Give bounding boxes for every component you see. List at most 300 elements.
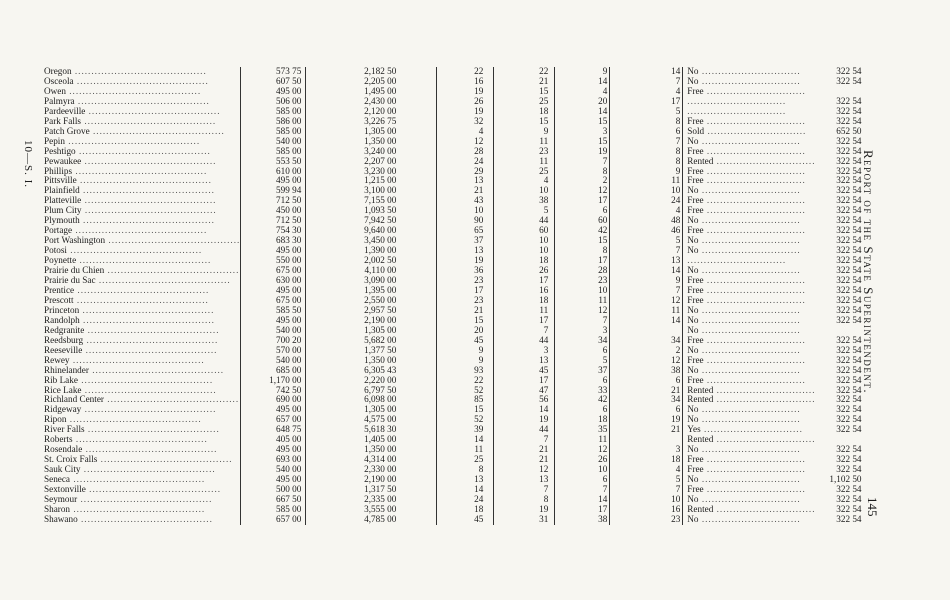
leader-dots: .............................. [698, 445, 801, 455]
value-cell-c3: 8 [437, 465, 494, 475]
value-cell-c5: 11 [555, 296, 610, 306]
value-cell-c1: 495 00 [241, 246, 306, 256]
school-name: Poynette [44, 256, 77, 266]
value-cell-c8: 322 54 [836, 96, 862, 106]
leader-dots: ........................................ [76, 176, 212, 186]
value-cell-c1: 610 00 [241, 167, 306, 177]
value-cell-c3: 12 [437, 137, 494, 147]
value-cell-c6: 14 [610, 266, 683, 276]
value-cell-c2: 4,314 00 [306, 455, 437, 465]
school-name-cell [44, 505, 241, 515]
value-cell-c2: 4,785 00 [306, 515, 437, 525]
value-cell-c8: 322 54 [836, 385, 862, 395]
value-cell-c1: 712 50 [241, 216, 306, 226]
status-cell [683, 386, 816, 396]
leader-dots: .............................. [698, 345, 801, 355]
leader-dots: .............................. [687, 96, 787, 106]
value-cell-c8: 322 54 [836, 305, 862, 315]
value-cell-c2: 7,155 00 [306, 196, 437, 206]
value-cell-c5: 2 [555, 176, 610, 186]
school-name-cell [44, 147, 241, 157]
value-cell-c5: 4 [555, 87, 610, 97]
value-cell-c6: 10 [610, 186, 683, 196]
value-cell-c1: 495 00 [241, 316, 306, 326]
leader-dots: .............................. [703, 176, 806, 186]
value-cell-c6: 6 [610, 376, 683, 386]
status-cell [683, 395, 816, 405]
value-cell-c2: 5,618 30 [306, 425, 437, 435]
status-cell [683, 405, 816, 415]
table-row [44, 455, 864, 465]
value-cell-c6: 7 [610, 286, 683, 296]
value-cell-c4: 17 [494, 376, 555, 386]
leader-dots: .............................. [703, 295, 806, 305]
school-name: River Falls [44, 425, 85, 435]
value-cell-c3: 24 [437, 157, 494, 167]
table-row [44, 216, 864, 226]
value-cell-c2: 2,220 00 [306, 376, 437, 386]
leader-dots: .............................. [698, 305, 801, 315]
status-cell [683, 216, 816, 226]
value-cell-c3: 29 [437, 167, 494, 177]
value-cell-c5: 23 [555, 276, 610, 286]
value-cell-c2: 1,305 00 [306, 127, 437, 137]
school-name: Pardeeville [44, 106, 86, 116]
value-cell-c3: 23 [437, 276, 494, 286]
value-cell-c2: 1,305 00 [306, 326, 437, 336]
status-cell [683, 316, 816, 326]
value-cell-c1: 599 94 [241, 186, 306, 196]
school-name-cell [44, 176, 241, 186]
value-cell-c1: 540 00 [241, 137, 306, 147]
status-text: Free [687, 206, 704, 216]
value-cell-c3: 15 [437, 316, 494, 326]
school-name-cell [44, 395, 241, 405]
table-row [44, 296, 864, 306]
value-cell-c6: 12 [610, 296, 683, 306]
value-cell-c5: 11 [555, 435, 610, 445]
value-cell-c8: 322 54 [836, 246, 862, 256]
statistics-table [44, 67, 864, 525]
value-cell-c8: 322 54 [836, 176, 862, 186]
value-cell-c1: 550 00 [241, 256, 306, 266]
leader-dots: .............................. [698, 494, 801, 504]
value-cell-c8: 322 54 [836, 494, 862, 504]
status-cell [683, 196, 816, 206]
status-cell [683, 326, 816, 336]
table-row [44, 376, 864, 386]
status-cell [683, 246, 816, 256]
value-cell-c6: 6 [610, 405, 683, 415]
school-name-cell [44, 196, 241, 206]
value-cell-c3: 15 [437, 405, 494, 415]
status-cell [683, 186, 816, 196]
value-cell-c6: 8 [610, 157, 683, 167]
value-cell-c3: 11 [437, 445, 494, 455]
school-name-cell [44, 97, 241, 107]
value-cell-c4: 10 [494, 186, 555, 196]
value-cell-c8: 322 54 [836, 146, 862, 156]
school-name-cell [44, 236, 241, 246]
value-cell-c4: 17 [494, 316, 555, 326]
value-cell-c1: 573 75 [241, 67, 306, 77]
status-cell [683, 515, 816, 525]
value-cell-c8: 322 54 [836, 425, 862, 435]
value-cell-c5: 5 [555, 356, 610, 366]
value-cell-c2: 2,957 50 [306, 306, 437, 316]
school-name-cell [44, 415, 241, 425]
value-cell-c3: 36 [437, 266, 494, 276]
leader-dots: .............................. [698, 236, 801, 246]
value-cell-c5: 6 [555, 376, 610, 386]
value-cell-c3: 52 [437, 415, 494, 425]
school-name: Pewaukee [44, 156, 82, 166]
value-cell-c3: 19 [437, 87, 494, 97]
value-cell-c1: 495 00 [241, 445, 306, 455]
school-name: Rewey [44, 355, 70, 365]
value-cell-c4: 21 [494, 445, 555, 455]
value-cell-c5: 17 [555, 505, 610, 515]
value-cell-c8: 322 54 [836, 405, 862, 415]
value-cell-c8: 322 54 [836, 186, 862, 196]
value-cell-c2: 2,335 00 [306, 495, 437, 505]
table-row [44, 445, 864, 455]
school-name: Rice Lake [44, 385, 82, 395]
leader-dots: ........................................ [74, 285, 210, 295]
status-text: Free [687, 146, 704, 156]
school-name: Prescott [44, 295, 74, 305]
status-cell [683, 366, 816, 376]
status-cell [683, 356, 816, 366]
value-cell-c8: 322 54 [836, 415, 862, 425]
value-cell-c6: 13 [610, 256, 683, 266]
value-cell-c8: 322 54 [836, 276, 862, 286]
value-cell-c5: 6 [555, 206, 610, 216]
leader-dots: ........................................ [82, 445, 218, 455]
school-name: Potosi [44, 246, 67, 256]
value-cell-c3: 19 [437, 107, 494, 117]
value-cell-c6: 12 [610, 356, 683, 366]
leader-dots: ........................................ [81, 156, 217, 166]
value-cell-c2: 1,350 00 [306, 356, 437, 366]
leader-dots: ........................................ [79, 315, 215, 325]
school-name-cell [44, 475, 241, 485]
value-cell-c1: 585 00 [241, 505, 306, 515]
table-row [44, 87, 864, 97]
value-cell-c6: 3 [610, 445, 683, 455]
value-cell-c5: 10 [555, 465, 610, 475]
school-name: Redgranite [44, 325, 85, 335]
value-cell-c5: 15 [555, 117, 610, 127]
value-cell-c6: 11 [610, 176, 683, 186]
school-name-cell [44, 226, 241, 236]
leader-dots: .............................. [698, 365, 801, 375]
value-cell-c2: 2,002 50 [306, 256, 437, 266]
value-cell-c4: 44 [494, 336, 555, 346]
value-cell-c2: 1,350 00 [306, 445, 437, 455]
value-cell-c8: 322 54 [836, 335, 862, 345]
value-cell-c2: 3,240 00 [306, 147, 437, 157]
value-cell-c4: 26 [494, 266, 555, 276]
value-cell-c3: 28 [437, 147, 494, 157]
value-cell-c5: 17 [555, 256, 610, 266]
value-cell-c2: 5,682 00 [306, 336, 437, 346]
status-text: Free [687, 375, 704, 385]
leader-dots: ........................................ [85, 485, 222, 495]
leader-dots: .............................. [698, 325, 801, 335]
school-name: Sauk City [44, 465, 81, 475]
value-cell-c4: 19 [494, 415, 555, 425]
value-cell-c4: 25 [494, 167, 555, 177]
value-cell-c4: 7 [494, 485, 555, 495]
value-cell-c2: 2,190 00 [306, 475, 437, 485]
status-cell [683, 276, 816, 286]
school-name-cell [44, 87, 241, 97]
value-cell-c6: 4 [610, 87, 683, 97]
leader-dots: .............................. [703, 285, 806, 295]
value-cell-c1: 690 00 [241, 395, 306, 405]
school-name: Pepin [44, 136, 65, 146]
value-cell-c4: 9 [494, 127, 555, 137]
status-cell [683, 157, 816, 167]
status-cell [683, 176, 816, 186]
status-text: Free [687, 86, 704, 96]
value-cell-c4: 56 [494, 395, 555, 405]
value-cell-c2: 4,110 00 [306, 266, 437, 276]
table-row [44, 336, 864, 346]
status-text: Free [687, 226, 704, 236]
school-name: Park Falls [44, 116, 82, 126]
value-cell-c3: 13 [437, 176, 494, 186]
value-cell-c8: 322 54 [836, 216, 862, 226]
school-name: Oregon [44, 67, 72, 76]
school-name-cell [44, 326, 241, 336]
status-cell [683, 236, 816, 246]
school-name-cell [44, 455, 241, 465]
status-cell [683, 286, 816, 296]
leader-dots: .............................. [698, 514, 801, 524]
status-text: Free [687, 465, 704, 475]
table-row [44, 515, 864, 525]
table-row [44, 117, 864, 127]
school-name: St. Croix Falls [44, 455, 98, 465]
value-cell-c3: 24 [437, 495, 494, 505]
table-row [44, 405, 864, 415]
value-cell-c3: 39 [437, 425, 494, 435]
value-cell-c2: 2,120 00 [306, 107, 437, 117]
status-text: Rented [687, 504, 714, 514]
table-row [44, 356, 864, 366]
value-cell-c5: 6 [555, 405, 610, 415]
leader-dots: ........................................ [65, 86, 202, 96]
table-row [44, 366, 864, 376]
value-cell-c1: 693 00 [241, 455, 306, 465]
value-cell-c4: 44 [494, 425, 555, 435]
school-name: Princeton [44, 305, 80, 315]
leader-dots: ........................................ [81, 196, 217, 206]
status-text: Free [687, 335, 704, 345]
value-cell-c5: 3 [555, 326, 610, 336]
value-cell-c5: 19 [555, 147, 610, 157]
leader-dots: ........................................ [82, 345, 218, 355]
leader-dots: .............................. [698, 266, 801, 276]
leader-dots: ........................................ [81, 405, 217, 415]
school-name: Port Washington [44, 236, 106, 246]
status-text: No [687, 494, 699, 504]
value-cell-c3: 32 [437, 117, 494, 127]
leader-dots: .............................. [703, 116, 806, 126]
school-name: Prairie du Chien [44, 266, 105, 276]
value-cell-c2: 1,305 00 [306, 405, 437, 415]
school-name-cell [44, 167, 241, 177]
status-cell [683, 137, 816, 147]
school-name-cell [44, 107, 241, 117]
value-cell-c4: 16 [494, 286, 555, 296]
value-cell-c5: 12 [555, 445, 610, 455]
value-cell-c4: 13 [494, 475, 555, 485]
value-cell-c6: 4 [610, 206, 683, 216]
school-name-cell [44, 216, 241, 226]
value-cell-c3: 22 [437, 376, 494, 386]
value-cell-c8: 1,102 50 [829, 475, 862, 485]
status-text: No [687, 514, 699, 524]
value-cell-c3: 13 [437, 246, 494, 256]
leader-dots: .............................. [698, 136, 801, 146]
value-cell-c2: 2,207 00 [306, 157, 437, 167]
status-cell [683, 495, 816, 505]
leader-dots: .............................. [703, 276, 806, 286]
value-cell-c4: 11 [494, 137, 555, 147]
value-cell-c1: 500 00 [241, 485, 306, 495]
value-cell-c8: 322 54 [836, 485, 862, 495]
value-cell-c5: 35 [555, 425, 610, 435]
school-name: Reedsburg [44, 335, 84, 345]
table-row [44, 276, 864, 286]
value-cell-c3: 37 [437, 236, 494, 246]
status-text: No [687, 475, 699, 485]
value-cell-c6: 34 [610, 336, 683, 346]
value-cell-c3: 19 [437, 256, 494, 266]
value-cell-c6: 16 [610, 505, 683, 515]
leader-dots: ........................................ [79, 186, 215, 196]
table-row [44, 157, 864, 167]
leader-dots: ........................................ [72, 435, 208, 445]
value-cell-c2: 1,377 50 [306, 346, 437, 356]
value-cell-c6: 14 [610, 67, 683, 77]
school-name-cell [44, 206, 241, 216]
value-cell-c4: 5 [494, 206, 555, 216]
school-name-cell [44, 386, 241, 396]
leader-dots: ........................................ [75, 146, 211, 156]
leader-dots: .............................. [713, 156, 816, 166]
value-cell-c2: 3,226 75 [306, 117, 437, 127]
value-cell-c2: 7,942 50 [306, 216, 437, 226]
status-text: Free [687, 455, 704, 465]
value-cell-c4: 17 [494, 276, 555, 286]
value-cell-c5: 6 [555, 346, 610, 356]
value-cell-c6: 4 [610, 465, 683, 475]
status-text: Free [687, 276, 704, 286]
value-cell-c6: 34 [610, 395, 683, 405]
leader-dots: .............................. [703, 206, 806, 216]
value-cell-c5: 3 [555, 127, 610, 137]
leader-dots: .............................. [698, 67, 801, 76]
value-cell-c6: 18 [610, 455, 683, 465]
value-cell-c1: 607 50 [241, 77, 306, 87]
status-text: No [687, 236, 699, 246]
value-cell-c5: 9 [555, 67, 610, 77]
value-cell-c8: 322 54 [836, 375, 862, 385]
value-cell-c3: 17 [437, 286, 494, 296]
value-cell-c6: 19 [610, 415, 683, 425]
value-cell-c2: 6,098 00 [306, 395, 437, 405]
value-cell-c1: 685 00 [241, 366, 306, 376]
value-cell-c1: 754 30 [241, 226, 306, 236]
value-cell-c6 [610, 435, 683, 445]
leader-dots: .............................. [698, 475, 801, 485]
value-cell-c6: 5 [610, 107, 683, 117]
leader-dots: ........................................ [77, 494, 213, 504]
leader-dots: ........................................ [85, 106, 221, 116]
status-cell [683, 226, 816, 236]
value-cell-c2: 1,395 00 [306, 286, 437, 296]
status-cell [683, 147, 816, 157]
table-row [44, 246, 864, 256]
value-cell-c1: 495 00 [241, 475, 306, 485]
status-cell [683, 306, 816, 316]
value-cell-c4: 21 [494, 455, 555, 465]
value-cell-c5: 12 [555, 306, 610, 316]
value-cell-c3: 9 [437, 346, 494, 356]
value-cell-c8: 652 50 [836, 126, 862, 136]
table-row [44, 425, 864, 435]
value-cell-c8: 322 54 [836, 196, 862, 206]
value-cell-c8: 322 54 [836, 295, 862, 305]
leader-dots: ........................................ [72, 226, 208, 236]
school-name: Plymouth [44, 216, 80, 226]
value-cell-c4: 25 [494, 97, 555, 107]
leader-dots: ........................................ [81, 385, 217, 395]
school-name-cell [44, 137, 241, 147]
value-cell-c8: 322 54 [836, 256, 862, 266]
value-cell-c2: 3,100 00 [306, 186, 437, 196]
value-cell-c5: 7 [555, 316, 610, 326]
school-name-cell [44, 425, 241, 435]
value-cell-c5: 12 [555, 186, 610, 196]
leader-dots: ........................................ [73, 295, 209, 305]
school-name-cell [44, 276, 241, 286]
school-name-cell [44, 186, 241, 196]
value-cell-c4: 10 [494, 236, 555, 246]
school-name: Ripon [44, 415, 67, 425]
value-cell-c3: 22 [437, 67, 494, 77]
value-cell-c5: 38 [555, 515, 610, 525]
value-cell-c1: 586 00 [241, 117, 306, 127]
value-cell-c6: 10 [610, 495, 683, 505]
status-cell [683, 455, 816, 465]
value-cell-c1: 683 30 [241, 236, 306, 246]
value-cell-c5: 14 [555, 495, 610, 505]
value-cell-c2: 1,317 50 [306, 485, 437, 495]
value-cell-c5: 14 [555, 77, 610, 87]
value-cell-c3: 21 [437, 306, 494, 316]
status-text: No [687, 445, 699, 455]
leader-dots: .............................. [698, 246, 801, 256]
school-name: Shawano [44, 514, 78, 524]
leader-dots: .............................. [703, 166, 806, 176]
school-name: Richland Center [44, 395, 104, 405]
table-row [44, 206, 864, 216]
